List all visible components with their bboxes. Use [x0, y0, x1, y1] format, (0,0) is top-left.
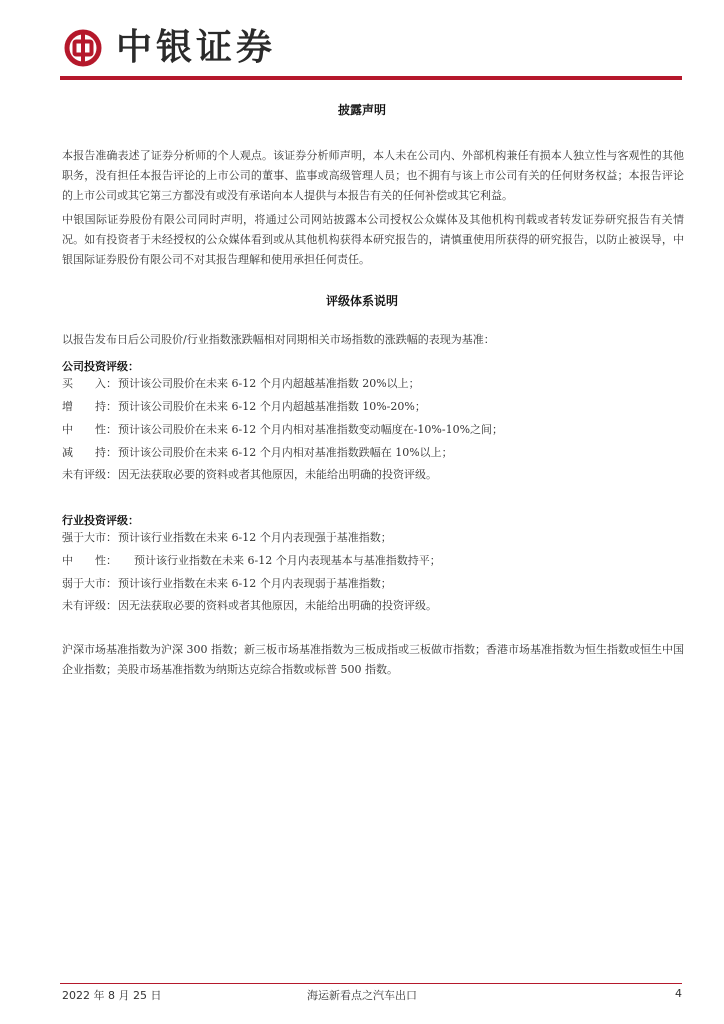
company-rating-row: [62, 397, 684, 417]
rating-description: 预计该行业指数在未来 6-12 个月内表现弱于基准指数；: [118, 577, 392, 590]
rating-label: 强于大市：: [62, 531, 117, 544]
rating-description: 预计该公司股价在未来 6-12 个月内超越基准指数 20%以上；: [118, 377, 420, 390]
rating-label: 未有评级：: [62, 599, 117, 612]
rating-intro: 以报告发布日后公司股价/行业指数涨跌幅相对同期相关市场指数的涨跌幅的表现为基准：: [62, 333, 495, 346]
company-rating-row: [62, 374, 684, 394]
brand-name: 中银证券: [116, 27, 277, 68]
page-number: 4: [675, 987, 682, 1000]
rating-description: 因无法获取必要的资料或者其他原因，未能给出明确的投资评级。: [118, 468, 437, 481]
industry-rating-row: [62, 574, 684, 594]
disclosure-title: 披露声明: [337, 103, 386, 117]
rating-description: 预计该公司股价在未来 6-12 个月内相对基准指数跌幅在 10%以上；: [118, 446, 453, 459]
rating-label: 买 入：: [62, 377, 117, 390]
disclosure-paragraph-2: 中银国际证券股份有限公司同时声明，将通过公司网站披露本公司授权公众媒体及其他机构刊载或者转发证券研究报告有关情况。如有投资者于未经授权的公众媒体看到或从其他机构获得本研究报告的，请慎重使用所获得的研究报告，以防止被误导，中银国际证券股份有限公司不对其报告理解和使用承担任何责任。: [62, 213, 684, 266]
rating-description: 预计该公司股价在未来 6-12 个月内相对基准指数变动幅度在-10%-10%之间；: [118, 423, 504, 436]
industry-rating-row: [62, 528, 684, 548]
benchmark-note: 沪深市场基准指数为沪深 300 指数；新三板市场基准指数为三板成指或三板做市指数；香港市场基准指数为恒生指数或恒生中国企业指数；美股市场基准指数为纳斯达克综合指数或标普 500 指数。: [62, 643, 684, 676]
header-divider: [60, 76, 682, 80]
bank-of-china-logo-icon: [64, 29, 102, 67]
disclosure-paragraph-1: 本报告准确表述了证券分析师的个人观点。该证券分析师声明，本人未在公司内、外部机构兼任有损本人独立性与客观性的其他职务，没有担任本报告评论的上市公司的董事、监事或高级管理人员；也不拥有与该上市公司有关的任何财务权益；本报告评论的上市公司或其它第三方都没有或没有承诺向本人提供与本报告有关的任何补偿或其它利益。: [62, 149, 684, 202]
rating-label: 未有评级：: [62, 468, 117, 481]
rating-label: 中 性：: [62, 423, 117, 436]
rating-description: 预计该行业指数在未来 6-12 个月内表现基本与基准指数持平；: [134, 554, 441, 567]
rating-system-title: 评级体系说明: [325, 294, 398, 308]
industry-rating-row: [62, 596, 684, 616]
rating-description: 因无法获取必要的资料或者其他原因，未能给出明确的投资评级。: [118, 599, 437, 612]
rating-label: 减 持：: [62, 446, 117, 459]
rating-label: 弱于大市：: [62, 577, 117, 590]
footer-date: 2022 年 8 月 25 日: [62, 989, 162, 1002]
industry-rating-heading: 行业投资评级：: [62, 514, 139, 527]
company-rating-row: [62, 420, 684, 440]
company-rating-heading: 公司投资评级：: [62, 360, 139, 373]
footer-report-title: 海运新看点之汽车出口: [307, 989, 417, 1002]
rating-label: 增 持：: [62, 400, 117, 413]
rating-description: 预计该公司股价在未来 6-12 个月内超越基准指数 10%-20%；: [118, 400, 426, 413]
rating-label: 中 性：: [62, 554, 117, 567]
company-rating-row: [62, 443, 684, 463]
page-header: [0, 0, 724, 80]
footer-divider: [60, 983, 682, 984]
rating-description: 预计该行业指数在未来 6-12 个月内表现强于基准指数；: [118, 531, 392, 544]
industry-rating-row: [62, 551, 684, 571]
company-rating-row: [62, 465, 684, 485]
